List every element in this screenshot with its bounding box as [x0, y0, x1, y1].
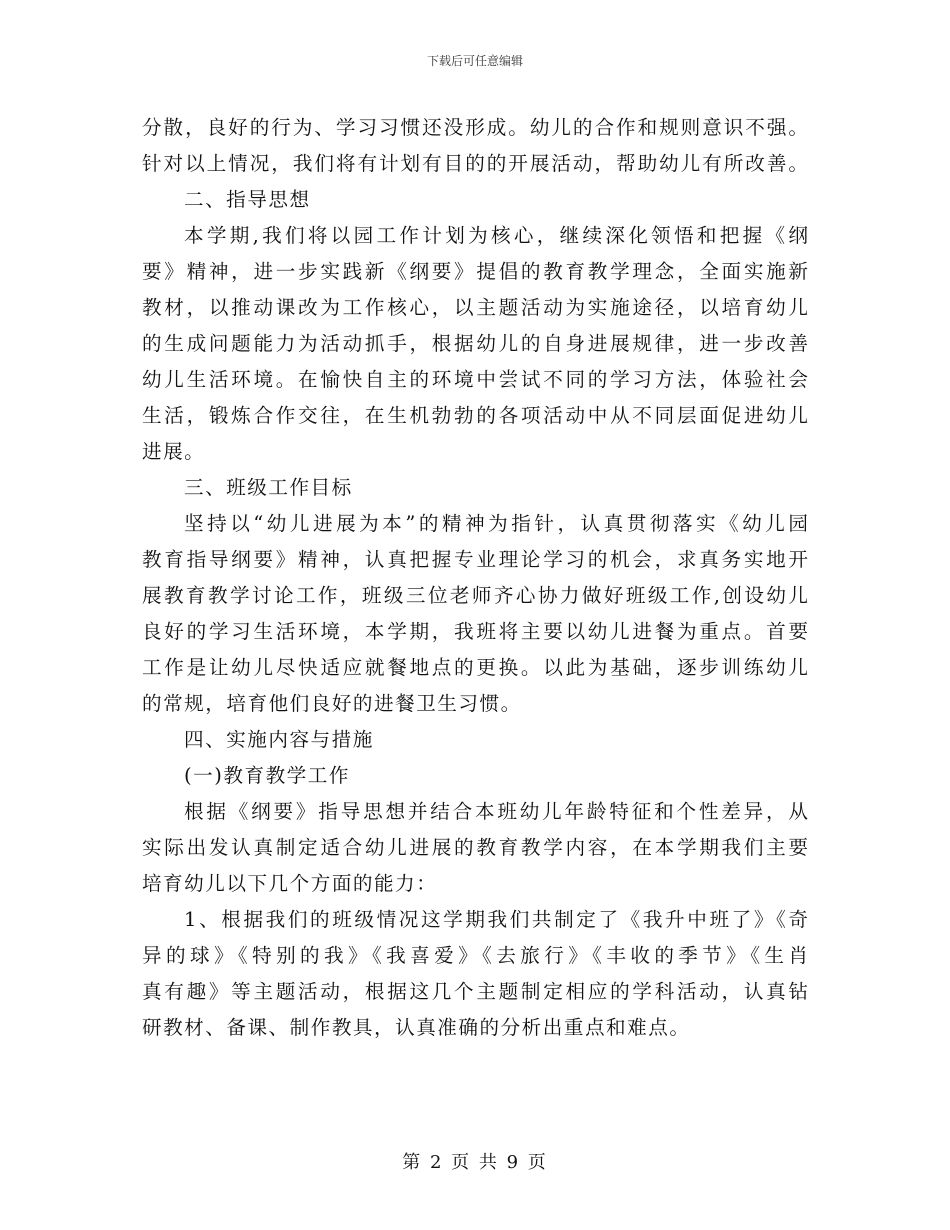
text-line: 分散，良好的行为、学习习惯还没形成。幼儿的合作和规则意识不强。: [142, 116, 808, 139]
text-line: 的生成问题能力为活动抓手，根据幼儿的自身进展规律，进一步改善: [142, 332, 808, 355]
text-line: 实际出发认真制定适合幼儿进展的教育教学内容，在本学期我们主要: [142, 836, 808, 859]
text-line: 生活，锻炼合作交往，在生机勃勃的各项活动中从不同层面促进幼儿: [142, 404, 808, 427]
text-line: 培育幼儿以下几个方面的能力：: [142, 872, 438, 895]
text-line: 教材，以推动课改为工作核心，以主题活动为实施途径，以培育幼儿: [142, 296, 808, 319]
text-line: 幼儿生活环境。在愉快自主的环境中尝试不同的学习方法，体验社会: [142, 368, 808, 391]
document-body: [142, 110, 808, 1046]
text-line: 教育指导纲要》精神，认真把握专业理论学习的机会，求真务实地开: [142, 548, 808, 571]
text-line: 真有趣》等主题活动，根据这几个主题制定相应的学科活动，认真钻: [142, 980, 808, 1003]
page-footer: 第 2 页 共 9 页: [402, 1152, 548, 1173]
text-line: 异的球》《特别的我》《我喜爱》《去旅行》《丰收的季节》《生肖: [142, 944, 808, 967]
text-line: 展教育教学讨论工作，班级三位老师齐心协力做好班级工作,创设幼儿: [142, 584, 808, 607]
text-line: 工作是让幼儿尽快适应就餐地点的更换。以此为基础，逐步训练幼儿: [142, 656, 808, 679]
text-line: (一)教育教学工作: [184, 764, 350, 787]
text-line: 四、实施内容与措施: [184, 728, 374, 751]
text-line: 1、根据我们的班级情况这学期我们共制定了《我升中班了》《奇: [184, 908, 808, 931]
text-line: 的常规，培育他们良好的进餐卫生习惯。: [142, 692, 522, 715]
text-line: 要》精神，进一步实践新《纲要》提倡的教育教学理念，全面实施新: [142, 260, 808, 283]
text-line: 坚持以“幼儿进展为本”的精神为指针，认真贯彻落实《幼儿园: [184, 512, 808, 535]
page-header: 下载后可任意编辑: [426, 54, 523, 68]
text-line: 二、指导思想: [184, 188, 311, 211]
text-line: 良好的学习生活环境，本学期，我班将主要以幼儿进餐为重点。首要: [142, 620, 808, 643]
text-line: 进展。: [142, 440, 206, 463]
text-line: 三、班级工作目标: [184, 476, 353, 499]
text-line: 根据《纲要》指导思想并结合本班幼儿年龄特征和个性差异，从: [184, 800, 808, 823]
text-line: 针对以上情况，我们将有计划有目的的开展活动，帮助幼儿有所改善。: [142, 152, 808, 175]
text-line: 本学期,我们将以园工作计划为核心，继续深化领悟和把握《纲: [184, 224, 808, 247]
text-line: 研教材、备课、制作教具，认真准确的分析出重点和难点。: [142, 1016, 691, 1039]
